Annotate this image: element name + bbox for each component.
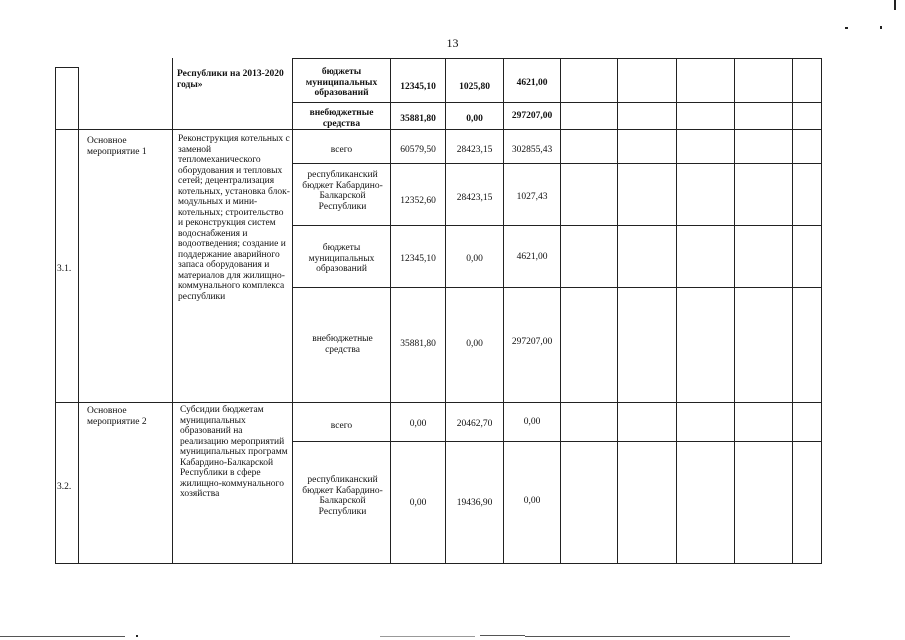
value-cell: 0,00 [466,339,483,349]
value-cell: 35881,80 [400,339,436,349]
value-cell: 4621,00 [516,78,548,88]
table-line [292,163,822,164]
measure-type: Основное мероприятие 2 [87,406,147,427]
table-line [292,225,822,226]
table-line [676,58,677,564]
measure-description: Реконструкция котельных с заменой тепломеханического оборудования и тепловых сетей; децентрализация котельных, установка блок-модульных и мини-котельных; строительство и реконструкция систем водоснабжения и водоотведения; создание и поддержание аварийного запаса оборудования и материалов для жилищно-коммунального комплекса республики [178,134,290,302]
table-line [292,287,822,288]
value-cell: 60579,50 [400,145,436,155]
table-line [55,67,78,68]
table-line [55,67,56,564]
table-line [390,58,391,564]
program-title-tail: Республики на 2013-2020 годы» [177,69,284,90]
value-cell: 1025,80 [459,82,490,92]
row-number: 3.1. [57,264,72,274]
funding-source: всего [330,145,353,155]
value-cell: 297207,00 [511,111,553,121]
funding-source: бюджеты муниципальных образований [305,67,378,98]
value-cell: 12345,10 [400,254,436,264]
scan-rule [480,635,525,636]
value-cell: 28423,15 [456,145,493,155]
table-line [78,67,79,564]
table-line [734,58,735,564]
value-cell: 35881,80 [400,114,436,124]
value-cell: 297207,00 [511,337,553,347]
scan-corner-mark [894,0,896,10]
funding-source: бюджеты муниципальных образований [308,243,375,274]
table-line [617,58,618,564]
scan-speck [880,26,882,29]
table-line [292,102,822,103]
table-line [292,58,293,564]
value-cell: 0,00 [409,419,427,429]
funding-source: внебюджетные средства [312,334,373,355]
value-cell: 1027,43 [516,192,548,202]
value-cell: 302855,43 [511,145,553,155]
value-cell: 20462,70 [456,419,493,429]
table-line [560,58,561,564]
value-cell: 12345,10 [400,82,436,92]
table-line [55,402,822,403]
table-line [172,58,173,564]
table-line [55,563,822,564]
funding-source: республиканский бюджет Кабардино-Балкарской Республики [302,475,383,517]
table-line [503,58,504,564]
value-cell: 0,00 [409,498,427,508]
value-cell: 0,00 [466,254,483,264]
table-line [821,58,822,564]
value-cell: 12352,60 [400,196,436,206]
table-line [445,58,446,564]
measure-description: Субсидии бюджетам муниципальных образований на реализацию мероприятий муниципальных программ Кабардино-Балкарской Республики в сфере жилищно-коммунального хозяйства [180,405,288,499]
scan-rule [380,636,475,637]
table-line [55,129,822,130]
table-line [792,58,793,564]
value-cell: 0,00 [466,114,483,124]
value-cell: 19436,90 [456,498,493,508]
value-cell: 4621,00 [516,252,548,262]
table-line [292,58,822,59]
table-line [292,441,822,442]
scan-speck [136,635,138,637]
scan-rule [0,636,125,637]
value-cell: 0,00 [523,417,541,427]
scan-speck [845,27,848,29]
scan-rule [525,636,790,637]
measure-type: Основное мероприятие 1 [87,136,147,157]
funding-source: всего [330,421,353,431]
funding-source: внебюджетные средства [309,108,374,129]
value-cell: 28423,15 [456,193,493,203]
funding-source: республиканский бюджет Кабардино-Балкарской Республики [302,170,383,212]
value-cell: 0,00 [523,496,541,506]
page-number: 13 [446,36,459,50]
row-number: 3.2. [57,482,72,492]
